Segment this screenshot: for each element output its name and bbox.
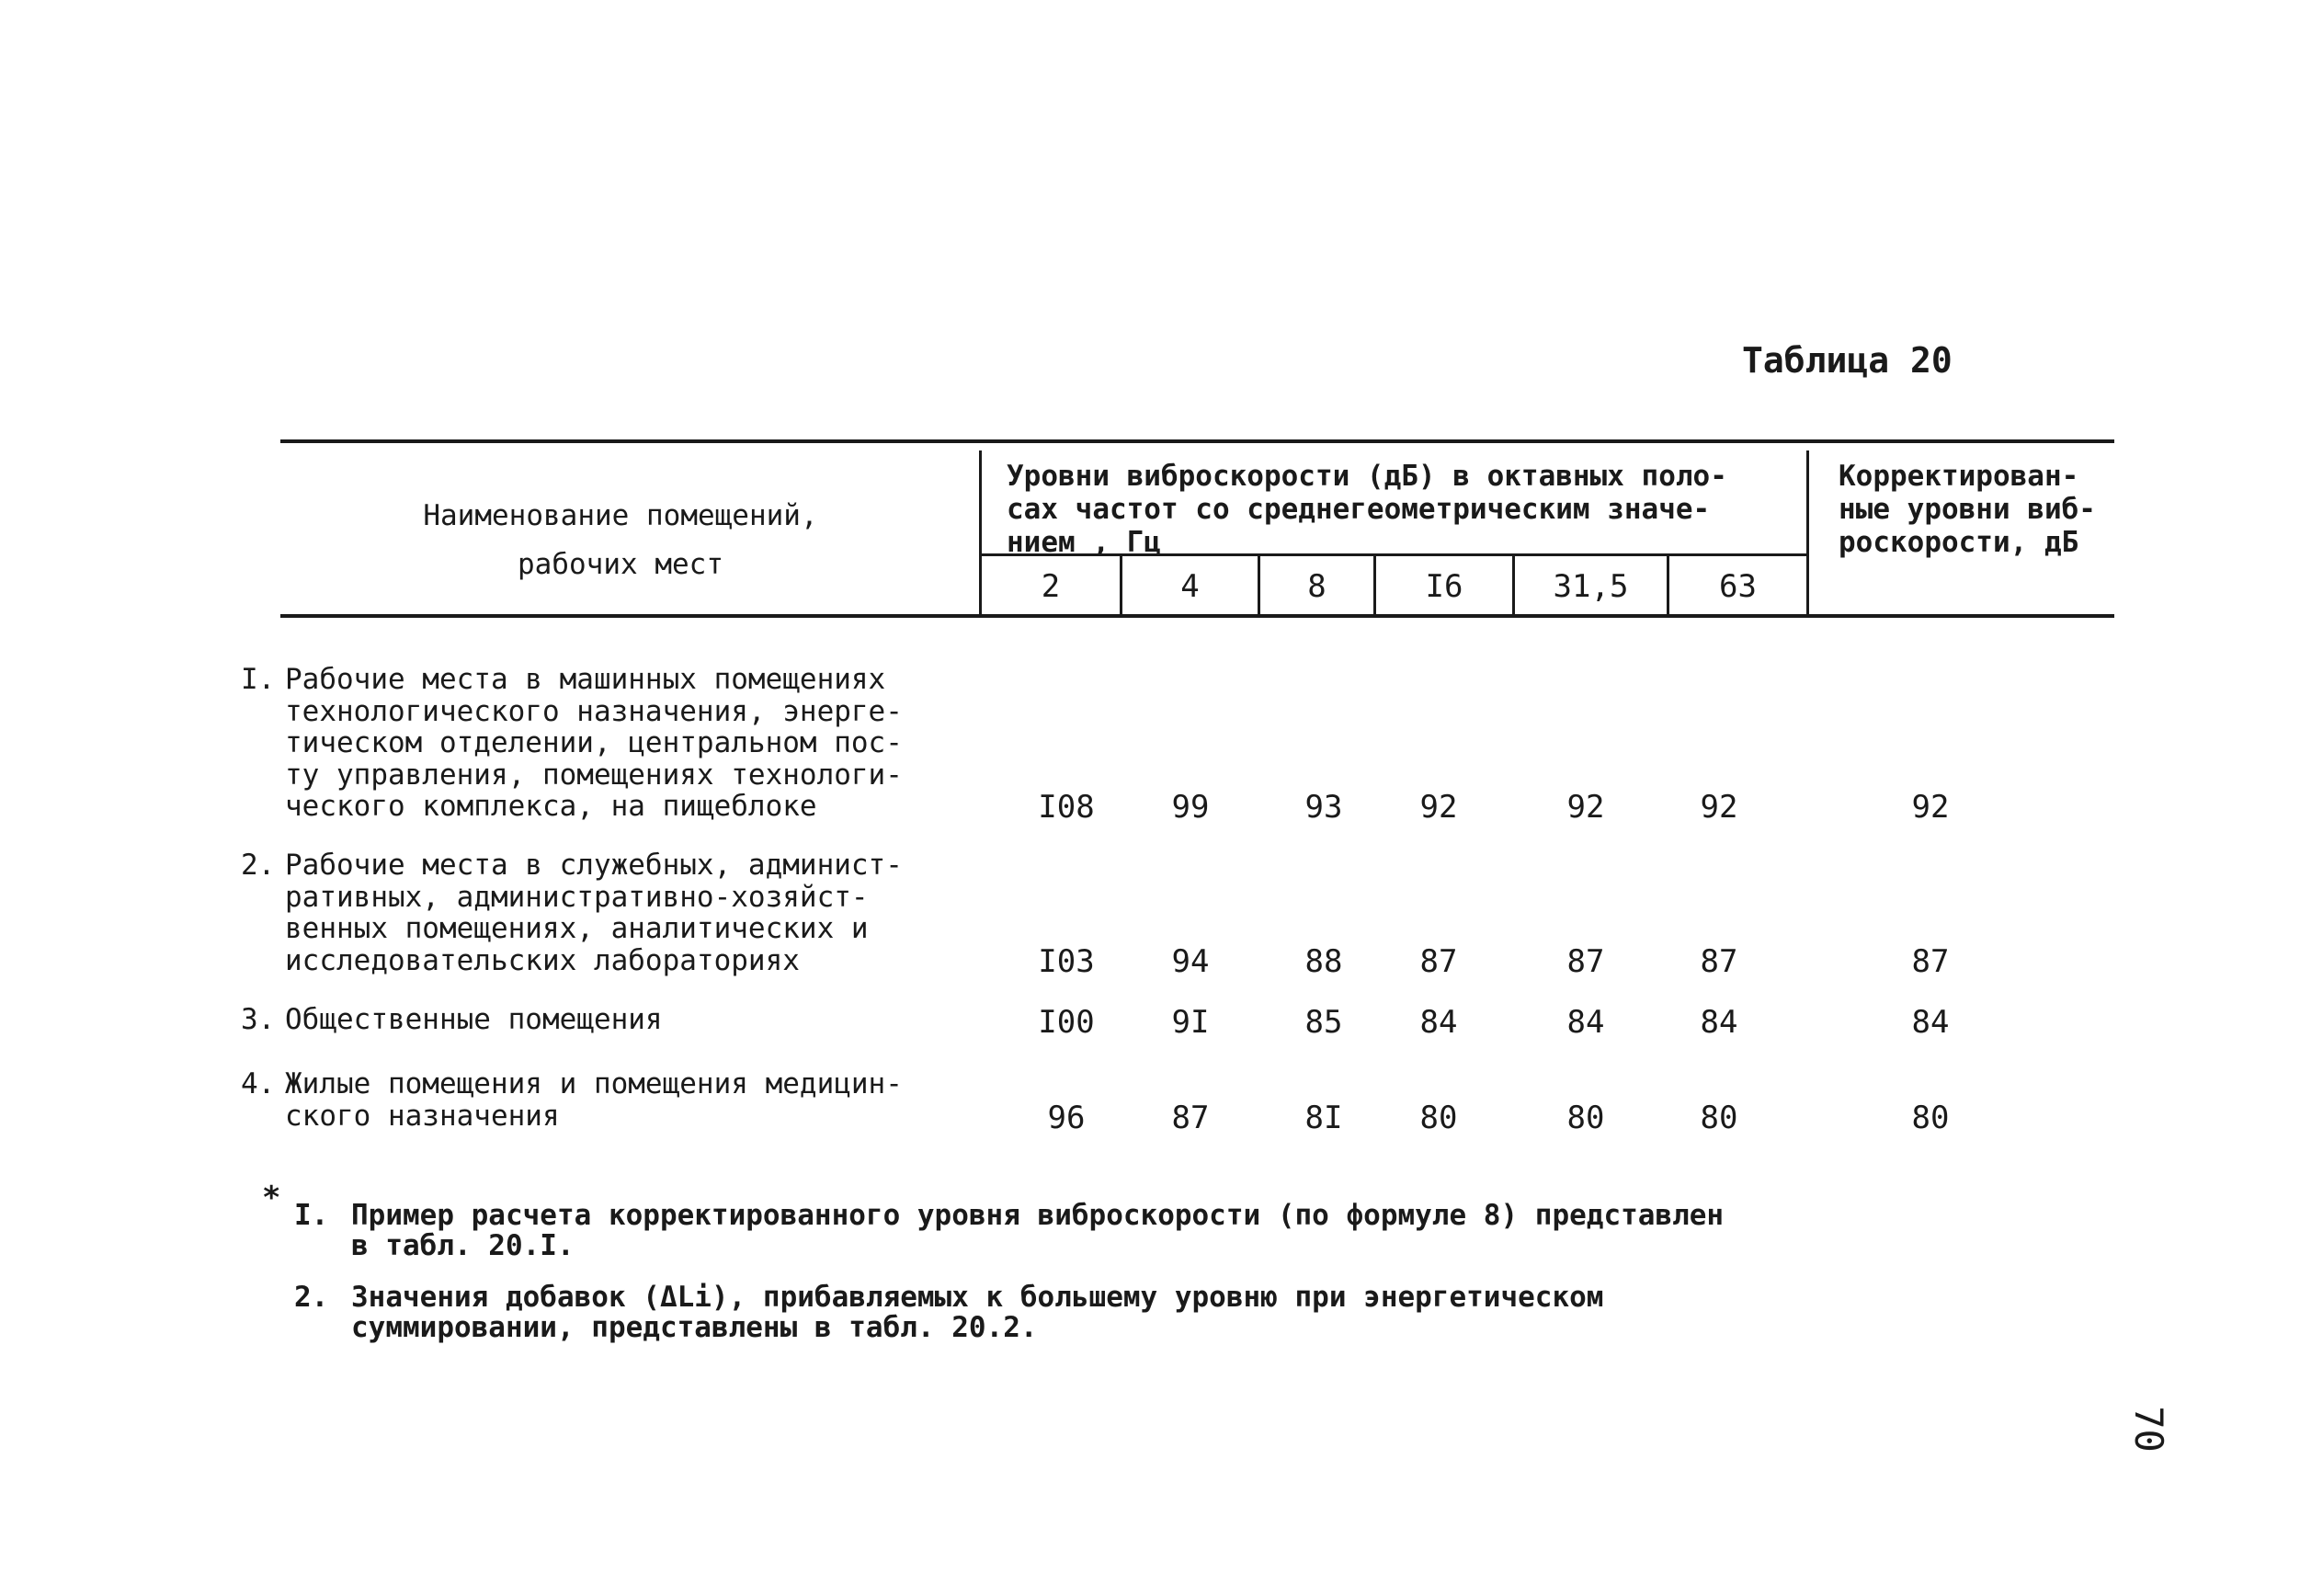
header-corr-line1: Корректирован-: [1839, 460, 2079, 493]
table-cell: 92: [1419, 789, 1458, 826]
header-room-name-line2: рабочих мест: [518, 548, 723, 581]
row-label-line: ративных, административно-хозяйст-: [285, 880, 869, 914]
table-cell: 80: [1700, 1100, 1738, 1136]
table-cell-corrected: 87: [1911, 943, 1950, 980]
header-levels-line1: Уровни виброскорости (дБ) в октавных поло-: [1007, 460, 1727, 493]
table-cell: I08: [1038, 789, 1095, 826]
row-label-line: ского назначения: [285, 1099, 560, 1133]
header-corr-line3: роскорости, дБ: [1839, 526, 2079, 559]
table-cell-corrected: 92: [1911, 789, 1950, 826]
header-vline-levels-end: [1806, 450, 1809, 616]
freq-header-63: 63: [1719, 568, 1757, 605]
header-levels-line3: нием , Гц: [1007, 526, 1161, 559]
table-cell: 8I: [1304, 1100, 1343, 1136]
table-cell: 80: [1566, 1100, 1605, 1136]
table-cell: 99: [1171, 789, 1210, 826]
freq-header-2: 2: [1041, 568, 1061, 605]
row-label-line: тическом отделении, центральном пос-: [285, 726, 903, 759]
table-cell: 85: [1304, 1004, 1343, 1041]
table-cell: 88: [1304, 943, 1343, 980]
header-room-name-line1: Наименование помещений,: [423, 499, 818, 532]
table-cell: 94: [1171, 943, 1210, 980]
freq-header-16: I6: [1425, 568, 1463, 605]
freq-header-4: 4: [1180, 568, 1200, 605]
table-cell: 84: [1419, 1004, 1458, 1041]
note-1: [294, 1201, 1724, 1261]
row-label-line: технологического назначения, энерге-: [285, 694, 903, 728]
row-number: I.: [241, 663, 276, 696]
table-caption: Таблица 20: [1742, 340, 1953, 381]
header-corr-line2: ные уровни виб-: [1839, 493, 2096, 526]
table-cell: I03: [1038, 943, 1095, 980]
row-label-line: ту управления, помещениях технологи-: [285, 758, 903, 792]
table-cell: 87: [1566, 943, 1605, 980]
header-corrected-levels: [1839, 460, 2151, 559]
note-line: в табл. 20.I.: [351, 1229, 575, 1262]
table-cell: 87: [1171, 1100, 1210, 1136]
note-line: Значения добавок (ΔLi), прибавляемых к большему уровню при энергетическом: [351, 1281, 1604, 1314]
note-line: Пример расчета корректированного уровня виброскорости (по формуле 8) представлен: [351, 1199, 1725, 1232]
table-cell: 84: [1566, 1004, 1605, 1041]
table-row-label: [241, 849, 903, 976]
table-row-label: [241, 1004, 663, 1036]
header-bottom-rule: [280, 614, 2114, 618]
row-label-line: Жилые помещения и помещения медицин-: [285, 1067, 903, 1100]
table-cell-corrected: 84: [1911, 1004, 1950, 1041]
freq-header-31-5: 31,5: [1553, 568, 1629, 605]
row-number: 2.: [241, 849, 276, 882]
notes-asterisk: *: [262, 1180, 281, 1216]
table-cell: 92: [1566, 789, 1605, 826]
table-cell: 84: [1700, 1004, 1738, 1041]
header-levels-line2: сах частот со среднегеометрическим значе-: [1007, 493, 1711, 526]
row-label-line: венных помещениях, аналитических и: [285, 912, 869, 945]
table-cell: 96: [1047, 1100, 1086, 1136]
page-number: 70: [2125, 1406, 2171, 1453]
table-row-label: [241, 1068, 903, 1132]
table-row-label: [241, 664, 903, 823]
table-cell: 87: [1419, 943, 1458, 980]
header-levels: [1007, 460, 1806, 559]
table-cell: 87: [1700, 943, 1738, 980]
row-label-line: ческого комплекса, на пищеблоке: [285, 790, 817, 823]
table-cell: 9I: [1171, 1004, 1210, 1041]
row-label-line: исследовательских лабораториях: [285, 943, 800, 977]
row-number: 4.: [241, 1067, 276, 1100]
row-label-line: Рабочие места в машинных помещениях: [285, 663, 886, 696]
table-top-rule: [280, 439, 2114, 443]
note-2: [294, 1282, 1603, 1343]
note-number: I.: [294, 1199, 329, 1232]
row-number: 3.: [241, 1003, 276, 1036]
note-line: суммировании, представлены в табл. 20.2.: [351, 1311, 1038, 1344]
table-cell: 80: [1419, 1100, 1458, 1136]
row-label-line: Общественные помещения: [285, 1003, 663, 1036]
table-cell-corrected: 80: [1911, 1100, 1950, 1136]
table-cell: 93: [1304, 789, 1343, 826]
header-room-name: [276, 487, 965, 585]
row-label-line: Рабочие места в служебных, админист-: [285, 849, 903, 882]
freq-header-8: 8: [1307, 568, 1326, 605]
table-cell: 92: [1700, 789, 1738, 826]
note-number: 2.: [294, 1281, 329, 1314]
table-cell: I00: [1038, 1004, 1095, 1041]
